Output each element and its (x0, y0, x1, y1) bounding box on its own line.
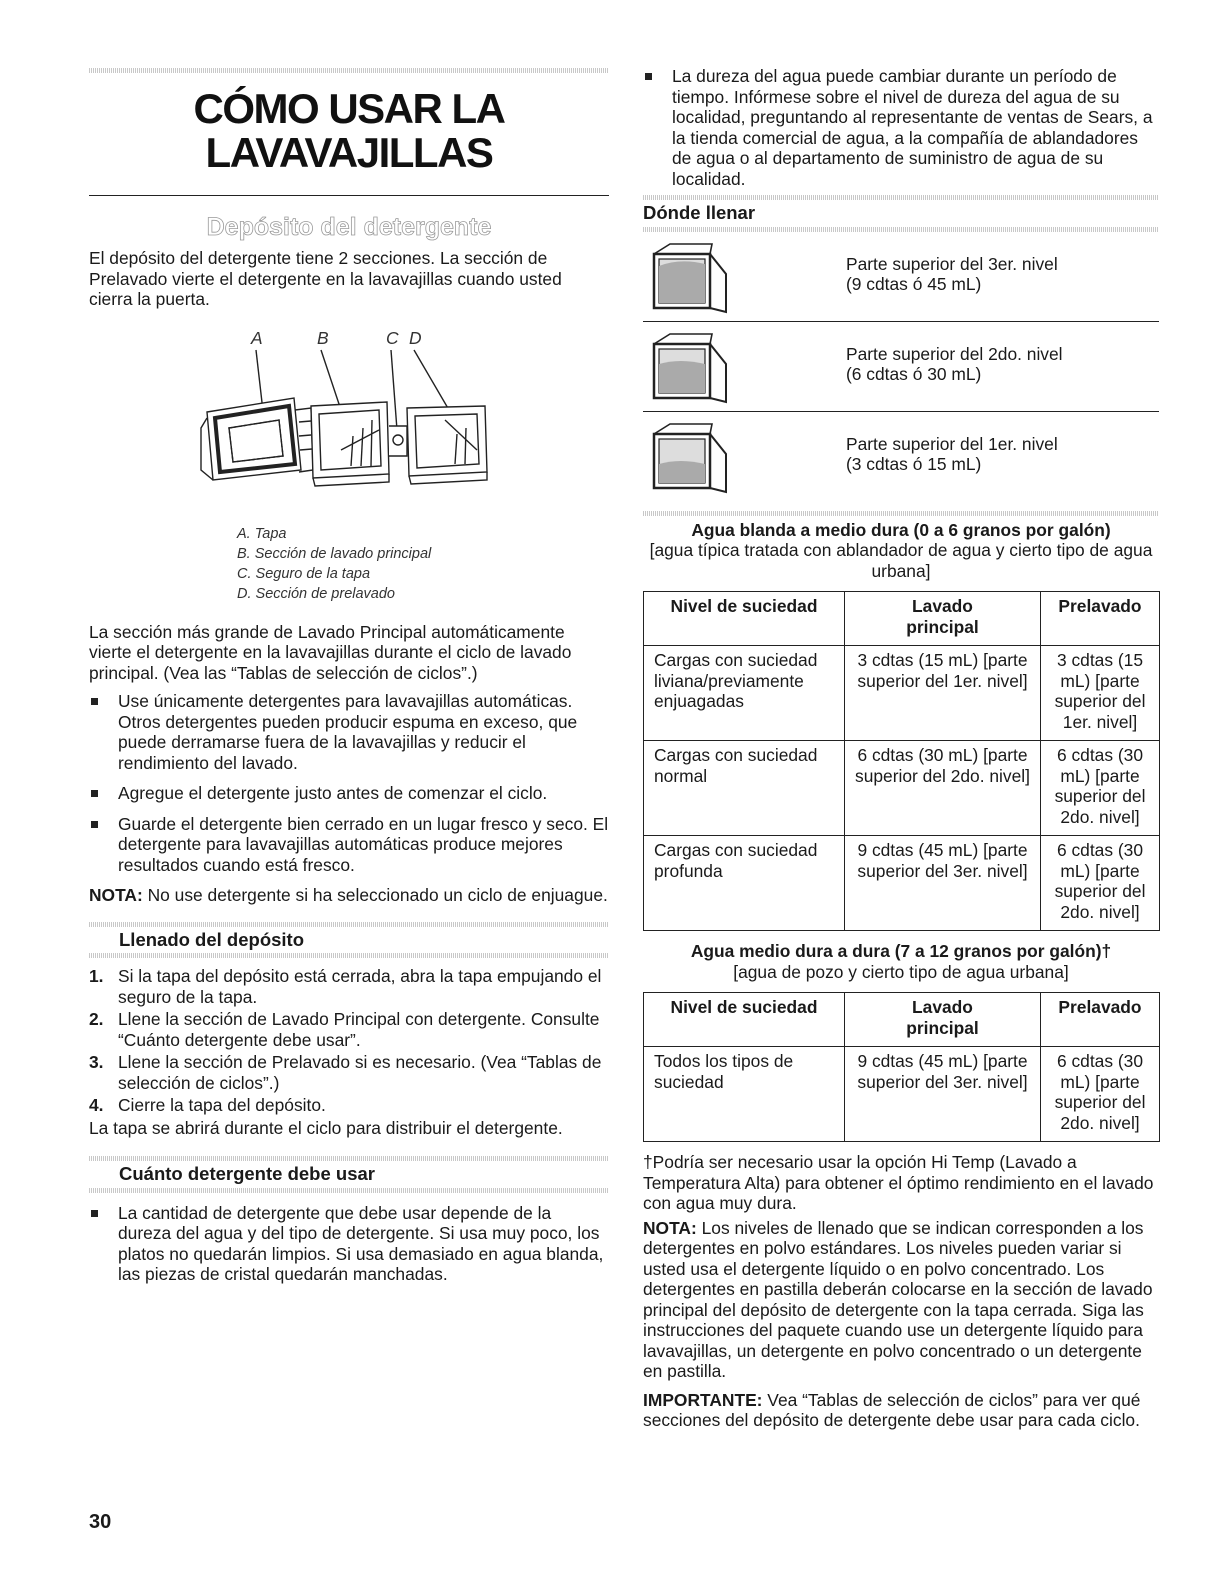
dispenser-diagram (89, 310, 609, 524)
left-column (89, 68, 609, 1295)
table-cell: 3 cdtas (15 mL) [parte superior del 1er. nivel] (1041, 646, 1160, 741)
fill-level-line2: (6 cdtas ó 30 mL) (846, 364, 982, 384)
caption-c: C. Seguro de la tapa (237, 565, 371, 582)
page-title (89, 87, 609, 175)
step-number: 3. (89, 1052, 104, 1072)
step-number: 1. (89, 966, 104, 986)
after-steps-note: La tapa se abrirá durante el ciclo para distribuir el detergente. (89, 1117, 563, 1138)
table-cell: 6 cdtas (30 mL) [parte superior del 2do. nivel] (1041, 1047, 1160, 1142)
note-label: NOTA: (643, 1217, 697, 1238)
note-text: No use detergente si ha seleccionado un ciclo de enjuague. (142, 885, 608, 905)
cup-level-1-icon (650, 420, 730, 494)
caption-b: B. Sección de lavado principal (237, 545, 432, 562)
important-paragraph (643, 1390, 1159, 1431)
fill-level-row (643, 232, 1159, 321)
column-header: Prelavado (1041, 592, 1160, 646)
divider (89, 68, 609, 73)
step-number: 4. (89, 1095, 104, 1115)
column-header: Lavado principal (845, 592, 1041, 646)
divider (89, 953, 609, 958)
amount-list (89, 1203, 609, 1285)
table-cell: Cargas con suciedad profunda (644, 836, 845, 931)
diagram-captions (89, 524, 609, 604)
note-label: NOTA: (89, 885, 143, 905)
fill-level-line1: Parte superior del 2do. nivel (846, 343, 1063, 364)
fill-level-line1: Parte superior del 3er. nivel (846, 253, 1058, 274)
table-cell: 6 cdtas (30 mL) [parte superior del 2do. nivel] (845, 741, 1041, 836)
section-heading-donde: Dónde llenar (643, 202, 756, 223)
list-item: Agregue el detergente justo antes de comenzar el ciclo. (89, 783, 609, 804)
table2-heading: Agua medio dura a dura (7 a 12 granos por galón)† (690, 941, 1112, 961)
caption-a: A. Tapa (237, 525, 287, 542)
diagram-letter-a: A (251, 327, 263, 348)
footnote: †Podría ser necesario usar la opción Hi Temp (Lavado a Temperatura Alta) para obtener el óptimo rendimiento en el lavado con agua muy dura. (643, 1152, 1154, 1213)
page-number: 30 (89, 1511, 112, 1533)
list-item (89, 966, 609, 1007)
section-subtitle: Depósito del detergente (206, 213, 492, 241)
main-wash-paragraph: La sección más grande de Lavado Principal automáticamente vierte el detergente en la lavavajillas durante el ciclo de lavado principal. (Vea las “Tablas de selección de ciclos”.) (89, 621, 572, 683)
note-paragraph (89, 885, 609, 906)
fill-level-line2: (3 cdtas ó 15 mL) (846, 454, 982, 474)
section-heading-llenado: Llenado del depósito (119, 928, 305, 950)
step-text: Llene la sección de Prelavado si es necesario. (Vea “Tablas de selección de ciclos”.) (118, 1052, 602, 1093)
note-text: Los niveles de llenado que se indican corresponden a los detergentes en polvo estándares. Los niveles pueden variar si usted usa el detergente líquido o en polvo concentrado. Los detergentes en pastilla deberán colocarse en la sección de lavado principal del depósito de detergente con la tapa cerrada. Siga las instrucciones del paquete cuando use un detergente líquido para lavavajillas, un detergente en polvo concentrado o un detergente en pastilla. (643, 1217, 1153, 1381)
list-item: La dureza del agua puede cambiar durante un período de tiempo. Infórmese sobre el nivel de dureza del agua de su localidad, preguntando al representante de ventas de Sears, a la tienda comercial de agua, a la compañía de ablandadores de agua o al departamento de suministro de agua de su localidad. (643, 66, 1159, 189)
fill-steps-list (89, 966, 609, 1116)
dispenser-illustration (89, 310, 609, 524)
step-text: Si la tapa del depósito está cerrada, abra la tapa empujando el seguro de la tapa. (118, 966, 602, 1007)
diagram-letter-c: C (386, 327, 399, 348)
title-line-2: LAVAVAJILLAS (205, 129, 493, 176)
table-cell: 3 cdtas (15 mL) [parte superior del 1er. nivel] (845, 646, 1041, 741)
table-row (644, 646, 1160, 741)
note-paragraph (643, 1218, 1159, 1382)
list-item (89, 1052, 609, 1093)
detergent-table-hard-water (643, 992, 1160, 1142)
table1-subheading: [agua típica tratada con ablandador de agua y cierto tipo de agua urbana] (649, 540, 1153, 581)
diagram-letter-d: D (409, 327, 422, 348)
section-heading-cuanto: Cuánto detergente debe usar (119, 1163, 375, 1184)
table-cell: 6 cdtas (30 mL) [parte superior del 2do. nivel] (1041, 836, 1160, 931)
cup-level-2-icon (650, 330, 730, 404)
list-item: Guarde el detergente bien cerrado en un lugar fresco y seco. El detergente para lavavajillas automáticas produce mejores resultados cuando está fresco. (89, 814, 609, 876)
important-label: IMPORTANTE: (643, 1389, 763, 1410)
caption-d: D. Sección de prelavado (237, 585, 395, 602)
divider (89, 195, 609, 196)
detergent-table-soft-water (643, 591, 1160, 931)
right-column (643, 66, 1159, 1431)
table-row (644, 836, 1160, 931)
step-text: Llene la sección de Lavado Principal con detergente. Consulte “Cuánto detergente debe usar”. (118, 1009, 600, 1050)
fill-level-line2: (9 cdtas ó 45 mL) (846, 274, 982, 294)
step-number: 2. (89, 1009, 104, 1029)
column-header: Lavado principal (845, 993, 1041, 1047)
list-item: La cantidad de detergente que debe usar depende de la dureza del agua y del tipo de detergente. Si usa muy poco, los platos no quedarán limpios. Si usa demasiado en agua blanda, las piezas de cristal quedarán manchadas. (89, 1203, 609, 1285)
fill-level-text (846, 254, 1058, 295)
fill-level-row (643, 322, 1159, 411)
intro-paragraph: El depósito del detergente tiene 2 secciones. La sección de Prelavado vierte el detergente en la lavavajillas cuando usted cierra la puerta. (89, 248, 562, 309)
list-item (89, 1009, 609, 1050)
water-hardness-list (643, 66, 1159, 189)
list-item (89, 1095, 609, 1116)
table2-subheading: [agua de pozo y cierto tipo de agua urbana] (733, 961, 1069, 982)
fill-level-line1: Parte superior del 1er. nivel (846, 433, 1058, 454)
table-header-row (644, 592, 1160, 646)
table-cell: 9 cdtas (45 mL) [parte superior del 3er. nivel] (845, 1047, 1041, 1142)
list-item: Use únicamente detergentes para lavavajillas automáticas. Otros detergentes pueden producir espuma en exceso, que puede derramarse fuera de la lavavajillas y reducir el rendimiento del lavado. (89, 691, 609, 773)
fill-level-text (846, 344, 1063, 385)
column-header: Nivel de suciedad (644, 592, 845, 646)
table-cell: 6 cdtas (30 mL) [parte superior del 2do. nivel] (1041, 741, 1160, 836)
table-header-row (644, 993, 1160, 1047)
table-cell: Cargas con suciedad liviana/previamente enjuagadas (644, 646, 845, 741)
cup-level-3-icon (650, 240, 730, 314)
fill-level-text (846, 434, 1058, 475)
detergent-tips-list (89, 691, 609, 875)
table-cell: Todos los tipos de suciedad (644, 1047, 845, 1142)
table-row (644, 1047, 1160, 1142)
table1-heading: Agua blanda a medio dura (0 a 6 granos por galón) (691, 519, 1111, 540)
table-cell: Cargas con suciedad normal (644, 741, 845, 836)
diagram-letter-b: B (317, 327, 329, 348)
important-text: Vea “Tablas de selección de ciclos” para ver qué secciones del depósito de detergente debe usar para cada ciclo. (643, 1389, 1141, 1430)
fill-level-row (643, 412, 1159, 501)
step-text: Cierre la tapa del depósito. (118, 1095, 326, 1115)
divider (643, 511, 1159, 516)
table-row (644, 741, 1160, 836)
divider (89, 1188, 609, 1193)
column-header: Prelavado (1041, 993, 1160, 1047)
column-header: Nivel de suciedad (644, 993, 845, 1047)
title-line-1: CÓMO USAR LA (193, 85, 505, 132)
table-cell: 9 cdtas (45 mL) [parte superior del 3er. nivel] (845, 836, 1041, 931)
